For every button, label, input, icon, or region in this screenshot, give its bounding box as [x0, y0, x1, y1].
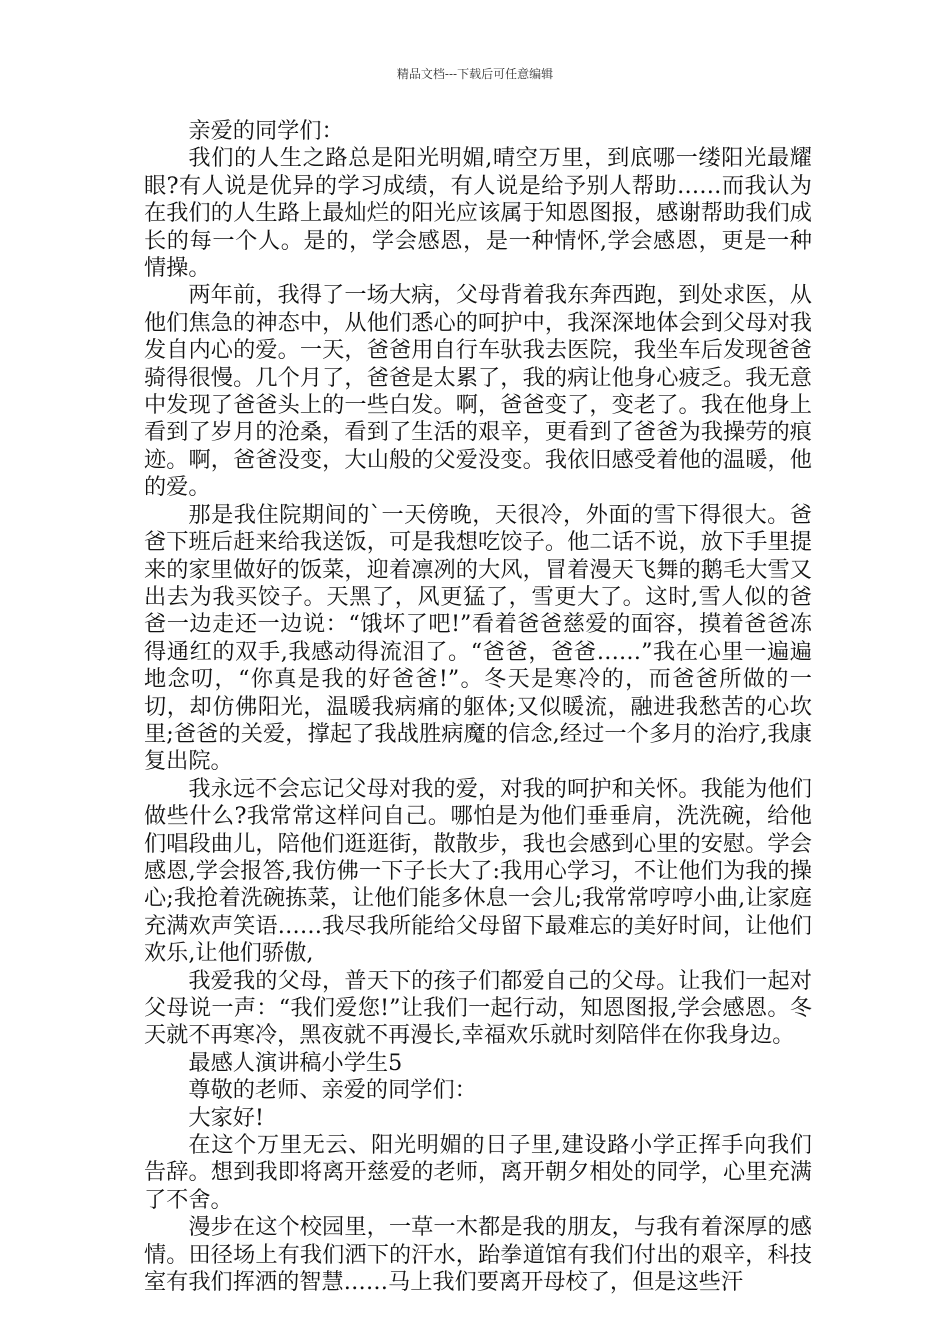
greeting-paragraph: 大家好!	[188, 1104, 264, 1131]
salutation-paragraph: 尊敬的老师、亲爱的同学们：	[188, 1077, 477, 1104]
body-paragraph: 我爱我的父母，普天下的孩子们都爱自己的父母。让我们一起对父母说一声：“我们爱您!”让我们一起行动，知恩图报,学会感恩。冬天就不再寒冷，黑夜就不再漫长,幸福欢乐就时刻陪伴在你我身边。	[144, 967, 812, 1049]
body-paragraph: 漫步在这个校园里，一草一木都是我的朋友，与我有着深厚的感情。田径场上有我们洒下的汗水，跆拳道馆有我们付出的艰辛，科技室有我们挥洒的智慧……马上我们要离开母校了，但是这些汗	[144, 1214, 812, 1296]
section-title: 最感人演讲稿小学生5	[188, 1049, 403, 1076]
body-paragraph: 我永远不会忘记父母对我的爱，对我的呵护和关怀。我能为他们做些什么?我常常这样问自己。哪怕是为他们垂垂肩，洗洗碗，给他们唱段曲儿，陪他们逛逛街，散散步，我也会感到心里的安慰。学会感恩,学会报答,我仿佛一下子长大了:我用心学习，不让他们为我的操心;我抢着洗碗拣菜，让他们能多休息一会儿;我常常哼哼小曲,让家庭充满欢声笑语……我尽我所能给父母留下最难忘的美好时间，让他们欢乐,让他们骄傲,	[144, 775, 812, 967]
salutation-paragraph: 亲爱的同学们：	[188, 118, 344, 144]
page-header: 精品文档---下载后可任意编辑	[396, 67, 554, 81]
body-paragraph: 那是我住院期间的`一天傍晚，天很冷，外面的雪下得很大。爸爸下班后赶来给我送饭，可是我想吃饺子。他二话不说，放下手里提来的家里做好的饭菜，迎着凛冽的大风，冒着漫天飞舞的鹅毛大雪又出去为我买饺子。天黑了，风更猛了，雪更大了。这时,雪人似的爸爸一边走还一边说：“饿坏了吧!”看着爸爸慈爱的面容，摸着爸爸冻得通红的双手,我感动得流泪了。“爸爸，爸爸……”我在心里一遍遍地念叨，“你真是我的好爸爸!”。冬天是寒冷的，而爸爸所做的一切，却仿佛阳光，温暖我病痛的躯体;又似暖流，融进我愁苦的心坎里;爸爸的关爱，撑起了我战胜病魔的信念,经过一个多月的治疗,我康复出院。	[144, 501, 812, 775]
document-body	[144, 118, 812, 1296]
body-paragraph: 在这个万里无云、阳光明媚的日子里,建设路小学正挥手向我们告辞。想到我即将离开慈爱的老师，离开朝夕相处的同学，心里充满了不舍。	[144, 1132, 812, 1213]
body-paragraph: 我们的人生之路总是阳光明媚,晴空万里，到底哪一缕阳光最耀眼?有人说是优异的学习成绩，有人说是给予别人帮助……而我认为在我们的人生路上最灿烂的阳光应该属于知恩图报，感谢帮助我们成长的每一个人。是的，学会感恩，是一种情怀,学会感恩，更是一种情操。	[144, 145, 812, 282]
body-paragraph: 两年前，我得了一场大病，父母背着我东奔西跑，到处求医，从他们焦急的神态中，从他们悉心的呵护中，我深深地体会到父母对我发自内心的爱。一天，爸爸用自行车驮我去医院，我坐车后发现爸爸骑得很慢。几个月了，爸爸是太累了，我的病让他身心疲乏。我无意中发现了爸爸头上的一些白发。啊，爸爸变了，变老了。我在他身上看到了岁月的沧桑，看到了生活的艰辛，更看到了爸爸为我操劳的痕迹。啊，爸爸没变，大山般的父爱没变。我依旧感受着他的温暖，他的爱。	[144, 282, 812, 501]
